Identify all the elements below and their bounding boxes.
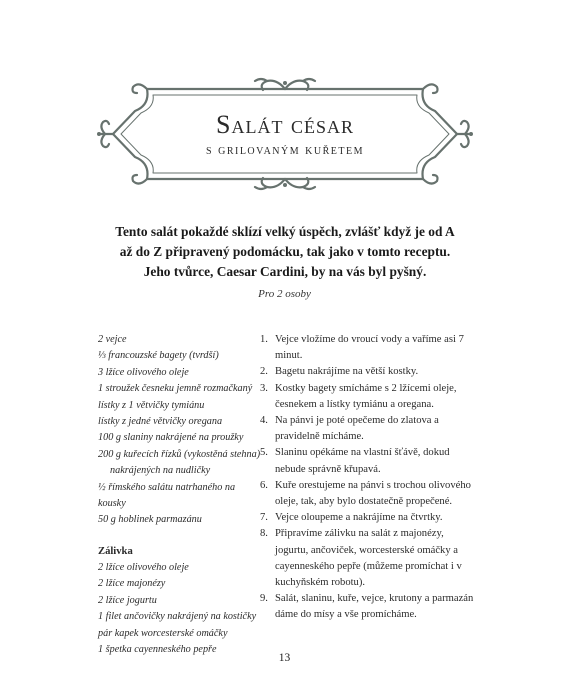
ingredient-item: 200 g kuřecích řízků (vykostěná stehna) [98, 448, 261, 460]
ingredients-list [98, 332, 263, 658]
step-number: 4. [260, 415, 268, 427]
ingredient-item: 2 vejce [98, 334, 127, 345]
step-item [260, 478, 475, 510]
step-number: 3. [260, 382, 268, 394]
step-item [260, 510, 475, 526]
step-number: 6. [260, 479, 268, 491]
ingredient-item: ½ římského salátu natrhaného na kousky [98, 481, 236, 510]
step-number: 8. [260, 528, 268, 540]
servings: Pro 2 osoby [258, 288, 311, 300]
recipe-title: Salát césar [216, 110, 354, 139]
step-text: Na pánvi je poté opečeme do zlatova a pravidelně mícháme. [275, 415, 439, 443]
dressing-item: 1 filet ančovičky nakrájený na kostičky [98, 611, 257, 623]
recipe-heading [150, 111, 420, 161]
ingredient-item: 100 g slaniny nakrájené na proužky [98, 432, 244, 444]
step-item [260, 526, 475, 591]
steps-list [260, 332, 475, 624]
step-text: Vejce oloupeme a nakrájíme na čtvrtky. [275, 512, 443, 524]
step-number: 1. [260, 334, 268, 345]
step-number: 2. [260, 366, 268, 378]
step-item [260, 332, 475, 364]
ingredient-item: 1 stroužek česneku jemně rozmačkaný [98, 383, 253, 395]
step-item [260, 381, 475, 413]
dressing-item: 1 špetka cayenneského pepře [98, 643, 217, 655]
step-item [260, 364, 475, 380]
ingredient-item-continuation: nakrájených na nudličky [110, 465, 211, 477]
ingredient-item: 50 g hoblinek parmazánu [98, 514, 202, 526]
step-number: 9. [260, 593, 268, 605]
step-text: Připravíme zálivku na salát z majonézy, jogurtu, ančoviček, worcesterské omáčky a cayenneského pepře (můžeme promíchat i v kuchyňském robotu). [275, 528, 462, 589]
dressing-item: 2 lžíce olivového oleje [98, 561, 189, 573]
dressing-item: 2 lžíce majonézy [98, 578, 166, 590]
step-item [260, 591, 475, 623]
step-number: 7. [260, 512, 268, 524]
step-item [260, 445, 475, 477]
dressing-title: Zálivka [98, 545, 133, 557]
step-text: Salát, slaninu, kuře, vejce, krutony a parmazán dáme do mísy a vše promícháme. [275, 593, 474, 621]
step-text: Bagetu nakrájíme na větší kostky. [275, 366, 419, 378]
dressing-item: pár kapek worcesterské omáčky [98, 627, 228, 639]
page-number: 13 [278, 652, 291, 664]
recipe-intro: Tento salát pokaždé sklízí velký úspěch, zvlášť když je od A až do Z připravený podomácku, tak jako v tomto receptu. Jeho tvůrce, Caesar Cardini, by na vás byl pyšný. [115, 224, 455, 279]
step-number: 5. [260, 447, 268, 459]
step-text: Vejce vložíme do vroucí vody a vaříme asi 7 minut. [275, 334, 464, 362]
step-text: Kuře orestujeme na pánvi s trochou olivového oleje, tak, aby bylo dostatečně propečené. [275, 479, 471, 508]
recipe-subtitle: s grilovaným kuřetem [206, 143, 364, 158]
step-text: Kostky bagety smícháme s 2 lžícemi oleje, česnekem a lístky tymiánu a oregana. [275, 382, 457, 410]
dressing-item: 2 lžíce jogurtu [98, 594, 157, 606]
step-text: Slaninu opékáme na vlastní šťávě, dokud nebude správně křupavá. [275, 447, 450, 475]
ingredient-item: 3 lžíce olivového oleje [98, 366, 189, 378]
step-item [260, 413, 475, 445]
ingredient-item: lístky z 1 větvičky tymiánu [98, 399, 205, 411]
ingredient-item: ⅓ francouzské bagety (tvrdší) [98, 350, 219, 362]
ingredient-item: lístky z jedné větvičky oregana [98, 416, 223, 428]
